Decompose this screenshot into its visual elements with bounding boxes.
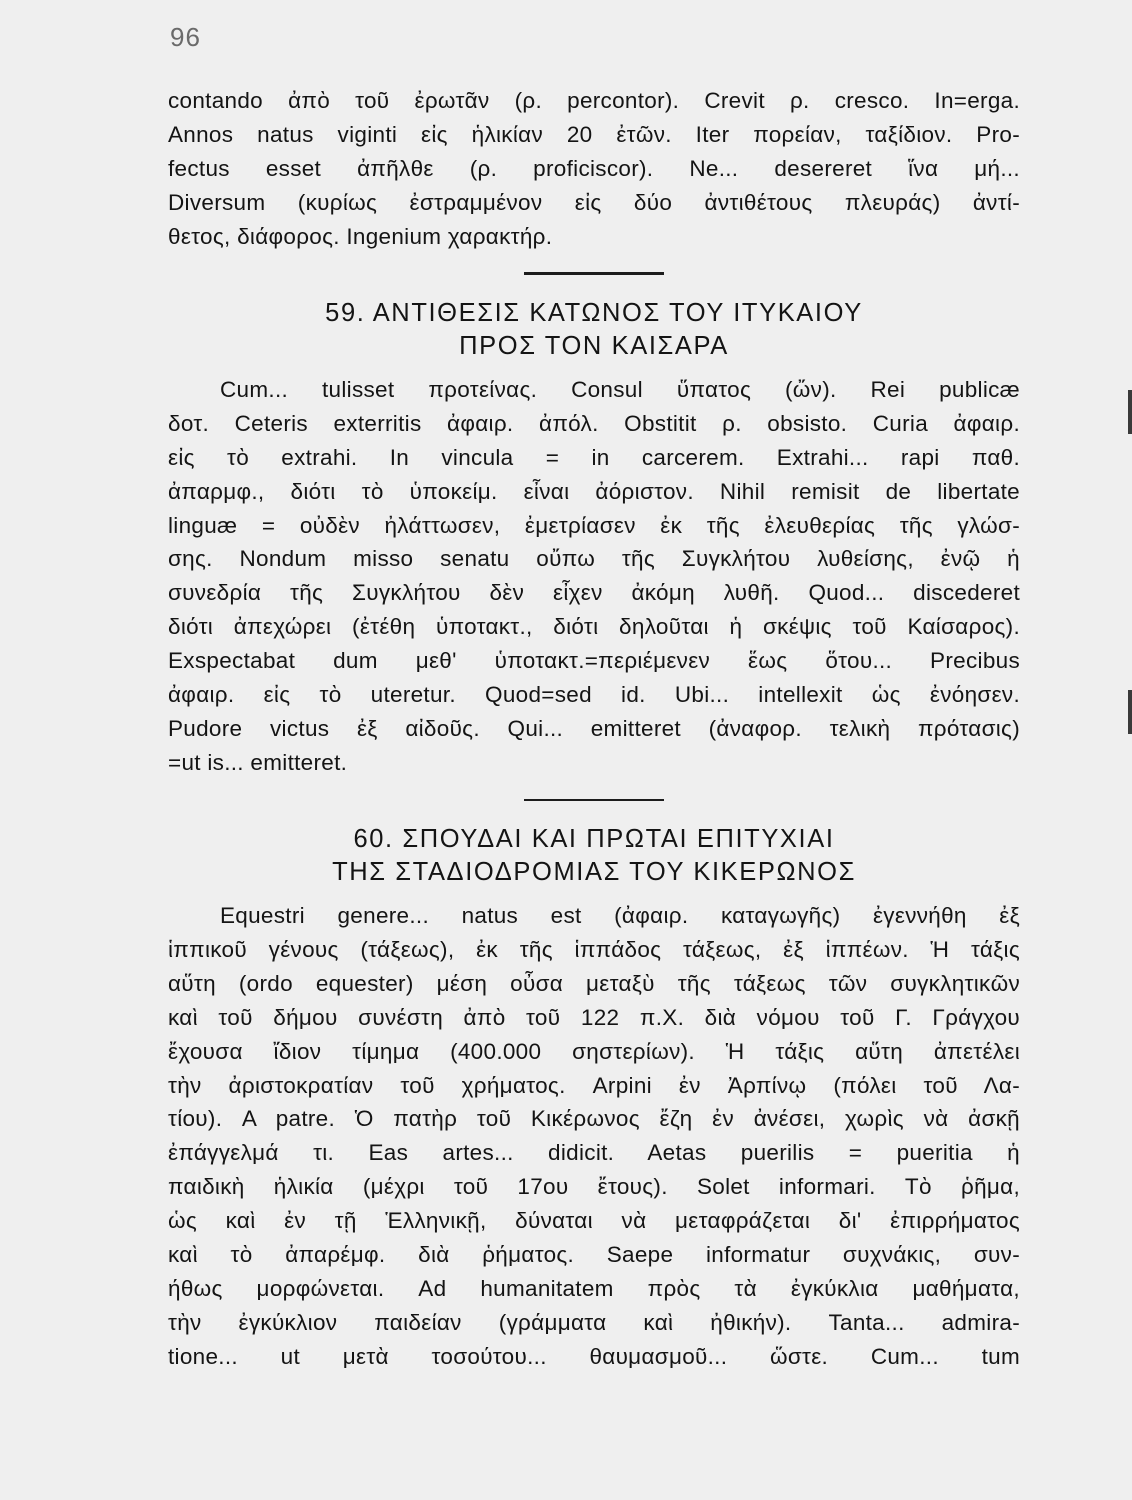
text-line: Pudore victus ἐξ αἰδοῦς. Qui... emitteret (ἀναφορ. τελικὴ πρότασις): [168, 715, 1020, 741]
text-line: συνεδρία τῆς Συγκλήτου δὲν εἶχεν ἀκόμη λυθῆ. Quod... discederet: [168, 580, 1020, 606]
text-line: Exspectabat dum μεθ' ὑποτακτ.=περιέμενεν ἕως ὅτου... Precibus: [168, 648, 1020, 674]
text-line: ήθως μορφώνεται. Ad humanitatem πρὸς τὰ ἐγκύκλια μαθήματα,: [168, 1275, 1020, 1301]
section-60-paragraph: [168, 899, 1020, 1373]
text-line: σης. Nondum misso senatu οὔπω τῆς Συγκλήτου λυθείσης, ἐνῷ ἡ: [168, 546, 1020, 572]
section-60-heading: [168, 823, 1020, 889]
text-line: linguæ = οὐδὲν ἠλάττωσεν, ἐμετρίασεν ἐκ τῆς ἐλευθερίας τῆς γλώσ-: [168, 512, 1020, 538]
text-line: ἔχουσα ἴδιον τίμημα (400.000 σηστερίων). Ἡ τάξις αὕτη ἀπετέλει: [168, 1038, 1020, 1064]
text-line: =ut is... emitteret.: [168, 749, 348, 775]
text-line: Annos natus viginti εἰς ἡλικίαν 20 ἐτῶν. Iter πορείαν, ταξίδιον. Pro-: [168, 121, 1020, 147]
scan-edge-mark: [1128, 390, 1132, 434]
section-heading-line: ΤΗΣ ΣΤΑΔΙΟΔΡΟΜΙΑΣ ΤΟΥ ΚΙΚΕΡΩΝΟΣ: [332, 858, 856, 887]
text-line: δοτ. Ceteris exterritis ἀφαιρ. ἀπόλ. Obstitit ρ. obsisto. Curia ἀφαιρ.: [168, 410, 1020, 436]
intro-paragraph: [168, 84, 1020, 253]
text-line: Cum... tulisset προτείνας. Consul ὕπατος (ὤν). Rei publicæ: [220, 376, 1020, 402]
section-59-heading: [168, 297, 1020, 363]
text-line: ἀφαιρ. εἰς τὸ uteretur. Quod=sed id. Ubi... intellexit ὡς ἐνόησεν.: [168, 681, 1020, 707]
section-heading-line: 60. ΣΠΟΥΔΑΙ ΚΑΙ ΠΡΩΤΑΙ ΕΠΙΤΥΧΙΑΙ: [353, 825, 835, 854]
text-line: ἐπάγγελμά τι. Eas artes... didicit. Aetas puerilis = pueritia ἡ: [168, 1140, 1020, 1166]
text-line: Equestri genere... natus est (ἀφαιρ. καταγωγῆς) ἐγεννήθη ἐξ: [220, 903, 1020, 929]
text-line: fectus esset ἀπῆλθε (ρ. proficiscor). Ne... desereret ἵνα μή...: [168, 155, 1020, 181]
text-line: θετος, διάφορος. Ingenium χαρακτήρ.: [168, 223, 553, 249]
page-text: [168, 84, 1020, 1374]
section-heading-line: ΠΡΟΣ ΤΟΝ ΚΑΙΣΑΡΑ: [459, 331, 729, 360]
text-line: ὡς καὶ ἐν τῇ Ἑλληνικῇ, δύναται νὰ μεταφράζεται δι' ἐπιρρήματος: [168, 1208, 1020, 1234]
text-line: αὕτη (ordo equester) μέση οὖσα μεταξὺ τῆς τάξεως τῶν συγκλητικῶν: [168, 970, 1020, 996]
text-line: καὶ τὸ ἀπαρέμφ. διὰ ῥήματος. Saepe informatur συχνάκις, συν-: [168, 1242, 1020, 1268]
text-line: τὴν ἀριστοκρατίαν τοῦ χρήματος. Arpini ἐν Ἀρπίνῳ (πόλει τοῦ Λα-: [168, 1072, 1020, 1098]
scan-edge-mark: [1128, 690, 1132, 734]
section-divider: [524, 272, 664, 275]
page-number: 96: [170, 22, 201, 52]
text-line: εἰς τὸ extrahi. In vincula = in carcerem. Extrahi... rapi παθ.: [168, 444, 1020, 470]
text-line: ἱππικοῦ γένους (τάξεως), ἐκ τῆς ἱππάδος τάξεως, ἐξ ἱππέων. Ἡ τάξις: [168, 937, 1020, 963]
text-line: καὶ τοῦ δήμου συνέστη ἀπὸ τοῦ 122 π.Χ. διὰ νόμου τοῦ Γ. Γράγχου: [168, 1004, 1020, 1030]
text-line: Diversum (κυρίως ἐστραμμένον εἰς δύο ἀντιθέτους πλευράς) ἀντί-: [168, 189, 1020, 215]
section-divider: [524, 799, 664, 802]
text-line: tione... ut μετὰ τοσούτου... θαυμασμοῦ... ὥστε. Cum... tum: [168, 1343, 1020, 1369]
section-59-paragraph: [168, 373, 1020, 780]
text-line: τίου). A patre. Ὁ πατὴρ τοῦ Κικέρωνος ἔζη ἐν ἀνέσει, χωρὶς νὰ ἀσκῇ: [168, 1106, 1020, 1132]
text-line: παιδικὴ ἡλικία (μέχρι τοῦ 17ου ἔτους). Solet informari. Τὸ ῥῆμα,: [168, 1174, 1020, 1200]
text-line: ἀπαρμφ., διότι τὸ ὑποκείμ. εἶναι ἀόριστον. Nihil remisit de libertate: [168, 478, 1020, 504]
text-line: τὴν ἐγκύκλιον παιδείαν (γράμματα καὶ ἠθικήν). Tanta... admira-: [168, 1309, 1020, 1335]
text-line: contando ἀπὸ τοῦ ἐρωτᾶν (ρ. percontor). Crevit ρ. cresco. In=erga.: [168, 88, 1020, 113]
section-heading-line: 59. ΑΝΤΙΘΕΣΙΣ ΚΑΤΩΝΟΣ ΤΟΥ ΙΤΥΚΑΙΟΥ: [325, 298, 863, 327]
text-line: διότι ἀπεχώρει (ἐτέθη ὑποτακτ., διότι δηλοῦται ἡ σκέψις τοῦ Καίσαρος).: [168, 614, 1020, 640]
